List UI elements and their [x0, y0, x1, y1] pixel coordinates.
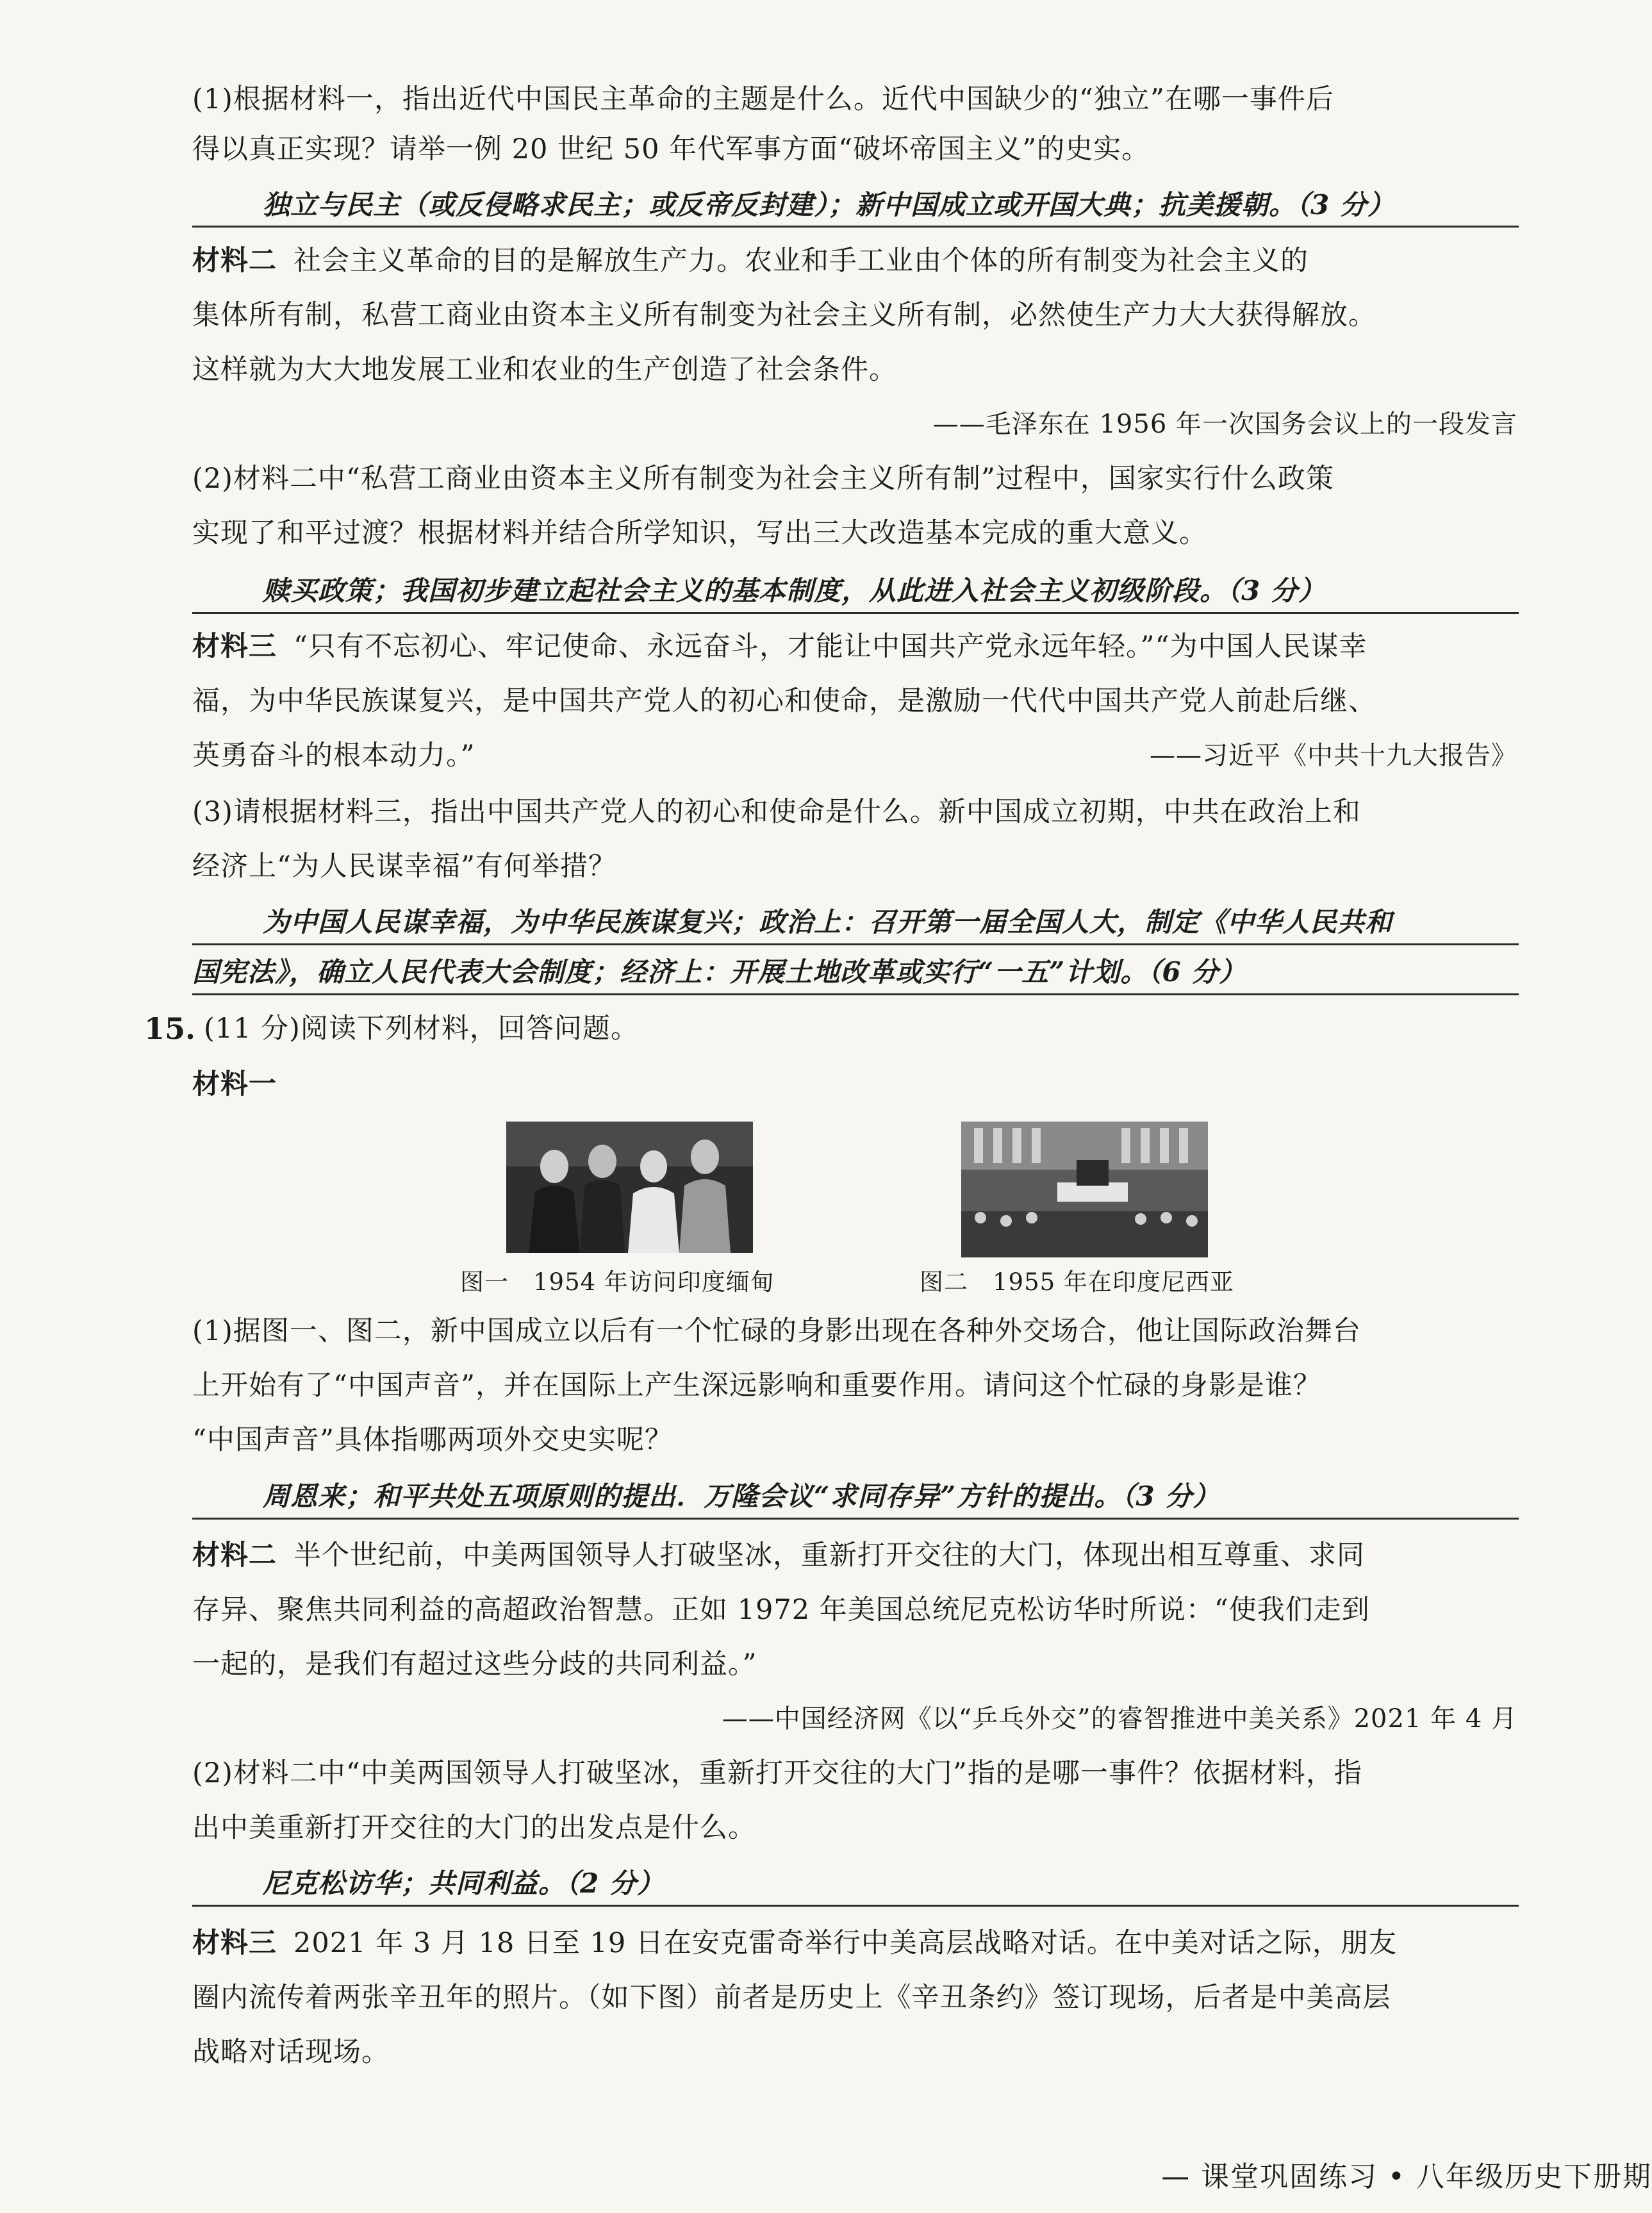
- figure-1-photo: [506, 1122, 753, 1253]
- q14-part3-line2: 经济上“为人民谋幸福”有何举措？: [192, 850, 616, 883]
- material-tag: 材料一: [192, 1068, 277, 1100]
- q14-material3-line2: 福，为中华民族谋复兴，是中国共产党人的初心和使命，是激励一代代中国共产党人前赴后继、: [192, 685, 1376, 717]
- q14-part1-line1: (1)根据材料一，指出近代中国民主革命的主题是什么。近代中国缺少的“独立”在哪一事件后: [192, 83, 1334, 115]
- q15-part2-line1: (2)材料二中“中美两国领导人打破坚冰，重新打开交往的大门”指的是哪一事件？依据材料，指: [192, 1757, 1362, 1789]
- q14-part2-line2: 实现了和平过渡？根据材料并结合所学知识，写出三大改造基本完成的重大意义。: [192, 517, 1207, 549]
- answer-rule: [192, 612, 1519, 614]
- figure-2-photo: [961, 1122, 1208, 1257]
- material-tag: 材料三: [192, 1927, 277, 1959]
- q14-answer3-line1: 为中国人民谋幸福，为中华民族谋复兴；政治上：召开第一届全国人大，制定《中华人民共和: [263, 906, 1393, 938]
- material-text: 2021 年 3 月 18 日至 19 日在安克雷奇举行中美高层战略对话。在中美对话之际，朋友: [293, 1927, 1397, 1959]
- q14-material2-line3: 这样就为大大地发展工业和农业的生产创造了社会条件。: [192, 354, 897, 386]
- q15-part1-line2: 上开始有了“中国声音”，并在国际上产生深远影响和重要作用。请问这个忙碌的身影是谁？: [192, 1370, 1321, 1402]
- q14-material3-line1: [192, 629, 1367, 664]
- q15-answer2: 尼克松访华；共同利益。（2 分）: [263, 1868, 665, 1899]
- q14-material2-line2: 集体所有制，私营工商业由资本主义所有制变为社会主义所有制，必然使生产力大大获得解放。: [192, 299, 1376, 331]
- q14-material2-source: ——毛泽东在 1956 年一次国务会议上的一段发言: [932, 410, 1517, 439]
- answer-rule: [192, 993, 1519, 995]
- material-tag: 材料二: [192, 245, 277, 277]
- q14-part2-line1: (2)材料二中“私营工商业由资本主义所有制变为社会主义所有制”过程中，国家实行什么政策: [192, 463, 1334, 495]
- q15-material2-line1: [192, 1538, 1365, 1573]
- q15-part1-line1: (1)据图一、图二，新中国成立以后有一个忙碌的身影出现在各种外交场合，他让国际政治舞台: [192, 1315, 1361, 1347]
- q14-material3-source: ——习近平《中共十九大报告》: [1150, 741, 1517, 770]
- q14-part1-line2: 得以真正实现？请举一例 20 世纪 50 年代军事方面“破坏帝国主义”的史实。: [192, 133, 1150, 165]
- q15-material2-line3: 一起的，是我们有超过这些分歧的共同利益。”: [192, 1648, 757, 1680]
- material-text: 半个世纪前，中美两国领导人打破坚冰，重新打开交往的大门，体现出相互尊重、求同: [293, 1539, 1365, 1571]
- material-tag: 材料三: [192, 631, 277, 663]
- material-text: 社会主义革命的目的是解放生产力。农业和手工业由个体的所有制变为社会主义的: [293, 245, 1309, 277]
- q14-answer1: 独立与民主（或反侵略求民主；或反帝反封建）；新中国成立或开国大典；抗美援朝。（3 分）: [263, 189, 1395, 220]
- q15-material3-line1: [192, 1926, 1397, 1960]
- answer-rule: [192, 1518, 1519, 1520]
- material-text: “只有不忘初心、牢记使命、永远奋斗，才能让中国共产党永远年轻。”“为中国人民谋幸: [293, 631, 1367, 663]
- q15-part2-line2: 出中美重新打开交往的大门的出发点是什么。: [192, 1812, 756, 1844]
- q15-material2-source: ——中国经济网《以“乒乓外交”的睿智推进中美关系》2021 年 4 月: [722, 1704, 1517, 1734]
- answer-rule: [192, 1905, 1519, 1907]
- q14-material3-line3: 英勇奋斗的根本动力。”: [192, 740, 475, 772]
- answer-rule: [192, 943, 1519, 945]
- figure-1-image: [506, 1122, 753, 1253]
- page-footer: — 课堂巩固练习 • 八年级历史下册期: [1161, 2160, 1652, 2193]
- q15-part1-line3: “中国声音”具体指哪两项外交史实呢？: [192, 1424, 673, 1456]
- q14-answer2: 赎买政策；我国初步建立起社会主义的基本制度，从此进入社会主义初级阶段。（3 分）: [263, 575, 1326, 606]
- q15-intro: (11 分)阅读下列材料，回答问题。: [204, 1013, 639, 1045]
- figure-1-caption: 图一 1954 年访问印度缅甸: [460, 1268, 775, 1296]
- question-number: 15.: [144, 1011, 196, 1046]
- q14-material2-line1: [192, 244, 1309, 278]
- q14-part3-line1: (3)请根据材料三，指出中国共产党人的初心和使命是什么。新中国成立初期，中共在政治上和: [192, 796, 1361, 828]
- q15-material3-line2: 圈内流传着两张辛丑年的照片。（如下图）前者是历史上《辛丑条约》签订现场，后者是中美高层: [192, 1982, 1391, 2014]
- answer-rule: [192, 226, 1519, 228]
- figure-2-image: [961, 1122, 1208, 1257]
- figure-2-caption: 图二 1955 年在印度尼西亚: [920, 1268, 1234, 1296]
- q15-answer1: 周恩来；和平共处五项原则的提出．万隆会议“求同存异”方针的提出。（3 分）: [263, 1480, 1221, 1512]
- material-tag: 材料二: [192, 1539, 277, 1571]
- q15-material1-tag: [192, 1067, 293, 1102]
- q15-material3-line3: 战略对话现场。: [192, 2036, 390, 2068]
- q15-material2-line2: 存异、聚焦共同利益的高超政治智慧。正如 1972 年美国总统尼克松访华时所说：“使我们走到: [192, 1594, 1370, 1626]
- q14-answer3-line2: 国宪法》，确立人民代表大会制度；经济上：开展土地改革或实行“一五”计划。（6 分）: [192, 956, 1247, 988]
